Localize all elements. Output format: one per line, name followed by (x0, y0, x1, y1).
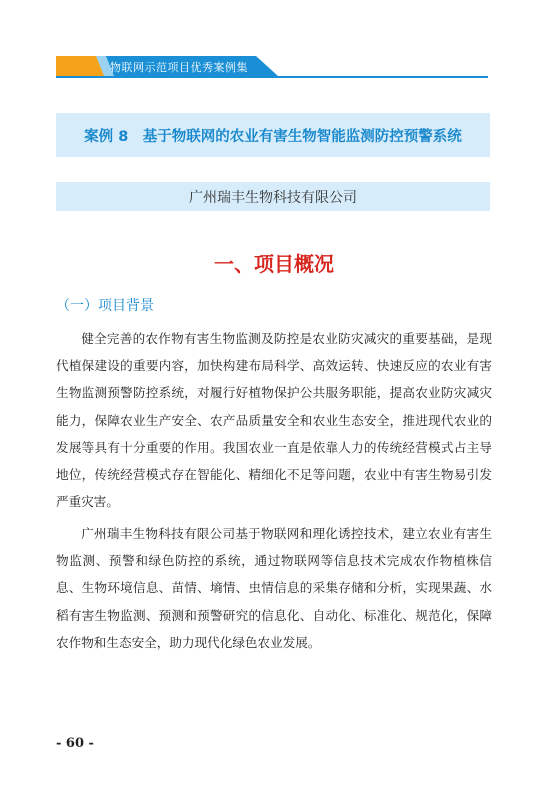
company-box (56, 182, 490, 211)
case-title: 案例 8 基于物联网的农业有害生物智能监测防控预警系统 (84, 128, 462, 145)
subsection-title: （一）项目背景 (56, 298, 154, 314)
page-number: - 60 - (56, 736, 94, 751)
body-paragraph-2: 广州瑞丰生物科技有限公司基于物联网和理化诱控技术，建立农业有害生物监测、预警和绿色防控的系统，通过物联网等信息技术完成农作物植株信息、生物环境信息、苗情、墒情、虫情信息的采集存储和分析，实现果蔬、水稻有害生物监测、预测和预警研究的信息化、自动化、标准化、规范化，保障农作物和生态安全，助力现代化绿色农业发展。 (56, 526, 492, 650)
header-title: 物联网示范项目优秀案例集 (110, 61, 248, 74)
body-paragraph-1: 健全完善的农作物有害生物监测及防控是农业防灾减灾的重要基础，是现代植保建设的重要内容，加快构建布局科学、高效运转、快速反应的农业有害生物监测预警防控系统，对履行好植物保护公共服务职能，提高农业防灾减灾能力，保障农业生产安全、农产品质量安全和农业生态安全，推进现代农业的发展等具有十分重要的作用。我国农业一直是依靠人力的传统经营模式占主导地位，传统经营模式存在智能化、精细化不足等问题，农业中有害生物易引发严重灾害。 (56, 331, 492, 510)
section-title: 一、项目概况 (214, 252, 334, 276)
company-name: 广州瑞丰生物科技有限公司 (189, 189, 357, 206)
case-title-box (56, 113, 490, 157)
header-rule (56, 76, 488, 78)
